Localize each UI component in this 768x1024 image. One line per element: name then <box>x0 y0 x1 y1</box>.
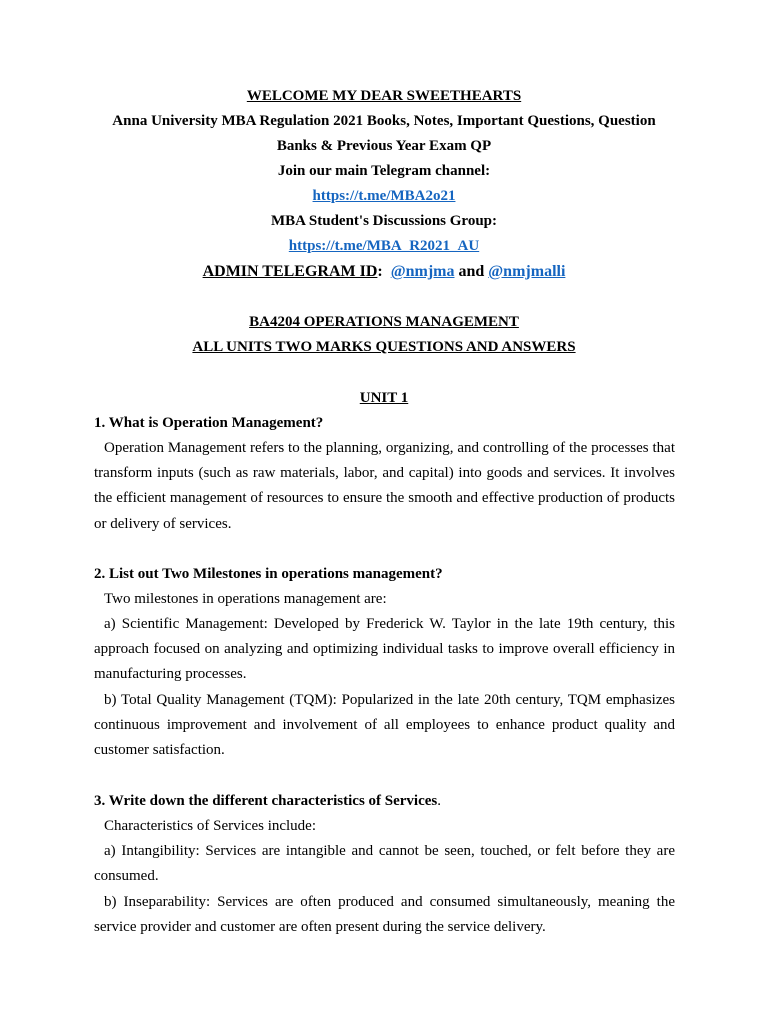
discussion-group-link[interactable]: https://t.me/MBA_R2021_AU <box>288 238 480 254</box>
admin-line <box>90 259 678 284</box>
admin-id-2-link[interactable]: @nmjmalli <box>488 263 566 280</box>
answer-3-b: b) Inseparability: Services are often produced and consumed simultaneously, meaning the service provider and customer are often present during the service delivery. <box>94 894 675 936</box>
answer-3-intro: Characteristics of Services include: <box>104 818 317 834</box>
answer-2-intro: Two milestones in operations management are: <box>104 591 387 607</box>
answer-1: Operation Management refers to the planning, organizing, and controlling of the processes that transform inputs (such as raw materials, labor, and capital) into goods and services. It involves the efficient management of resources to ensure the smooth and effective production of products or delivery of services. <box>94 440 675 532</box>
group-label: MBA Student's Discussions Group: <box>270 213 498 229</box>
telegram-label: Join our main Telegram channel: <box>277 163 491 179</box>
unit-heading: UNIT 1 <box>359 390 409 406</box>
subtitle-line-1: Anna University MBA Regulation 2021 Books, Notes, Important Questions, Question <box>112 113 656 129</box>
answer-3-a: a) Intangibility: Services are intangible and cannot be seen, touched, or felt before they are consumed. <box>94 843 675 885</box>
question-1: 1. What is Operation Management? <box>94 415 324 431</box>
header-block <box>90 84 678 284</box>
admin-label: ADMIN TELEGRAM ID <box>202 263 378 280</box>
question-3-line <box>94 789 678 814</box>
question-2: 2. List out Two Milestones in operations management? <box>94 566 443 582</box>
subtitle-line-2: Banks & Previous Year Exam QP <box>276 138 492 154</box>
telegram-channel-link[interactable]: https://t.me/MBA2o21 <box>312 188 456 204</box>
admin-id-1-link[interactable]: @nmjma <box>390 263 455 280</box>
question-3-period: . <box>437 793 441 809</box>
answer-2-b: b) Total Quality Management (TQM): Popularized in the late 20th century, TQM emphasizes continuous improvement and involvement of all employees to enhance product quality and customer satisfaction. <box>94 692 675 759</box>
admin-colon: : <box>377 263 383 280</box>
course-subtitle: ALL UNITS TWO MARKS QUESTIONS AND ANSWERS <box>192 339 576 355</box>
welcome-heading: WELCOME MY DEAR SWEETHEARTS <box>246 88 522 104</box>
unit-heading-block <box>90 386 678 411</box>
answer-2-a: a) Scientific Management: Developed by Frederick W. Taylor in the late 19th century, this approach focused on analyzing and optimizing individual tasks to improve overall efficiency in manufacturing processes. <box>94 616 675 683</box>
course-block <box>90 310 678 360</box>
admin-and: and <box>458 263 485 280</box>
question-3: 3. Write down the different characteristics of Services <box>94 793 438 809</box>
course-title: BA4204 OPERATIONS MANAGEMENT <box>249 314 519 330</box>
